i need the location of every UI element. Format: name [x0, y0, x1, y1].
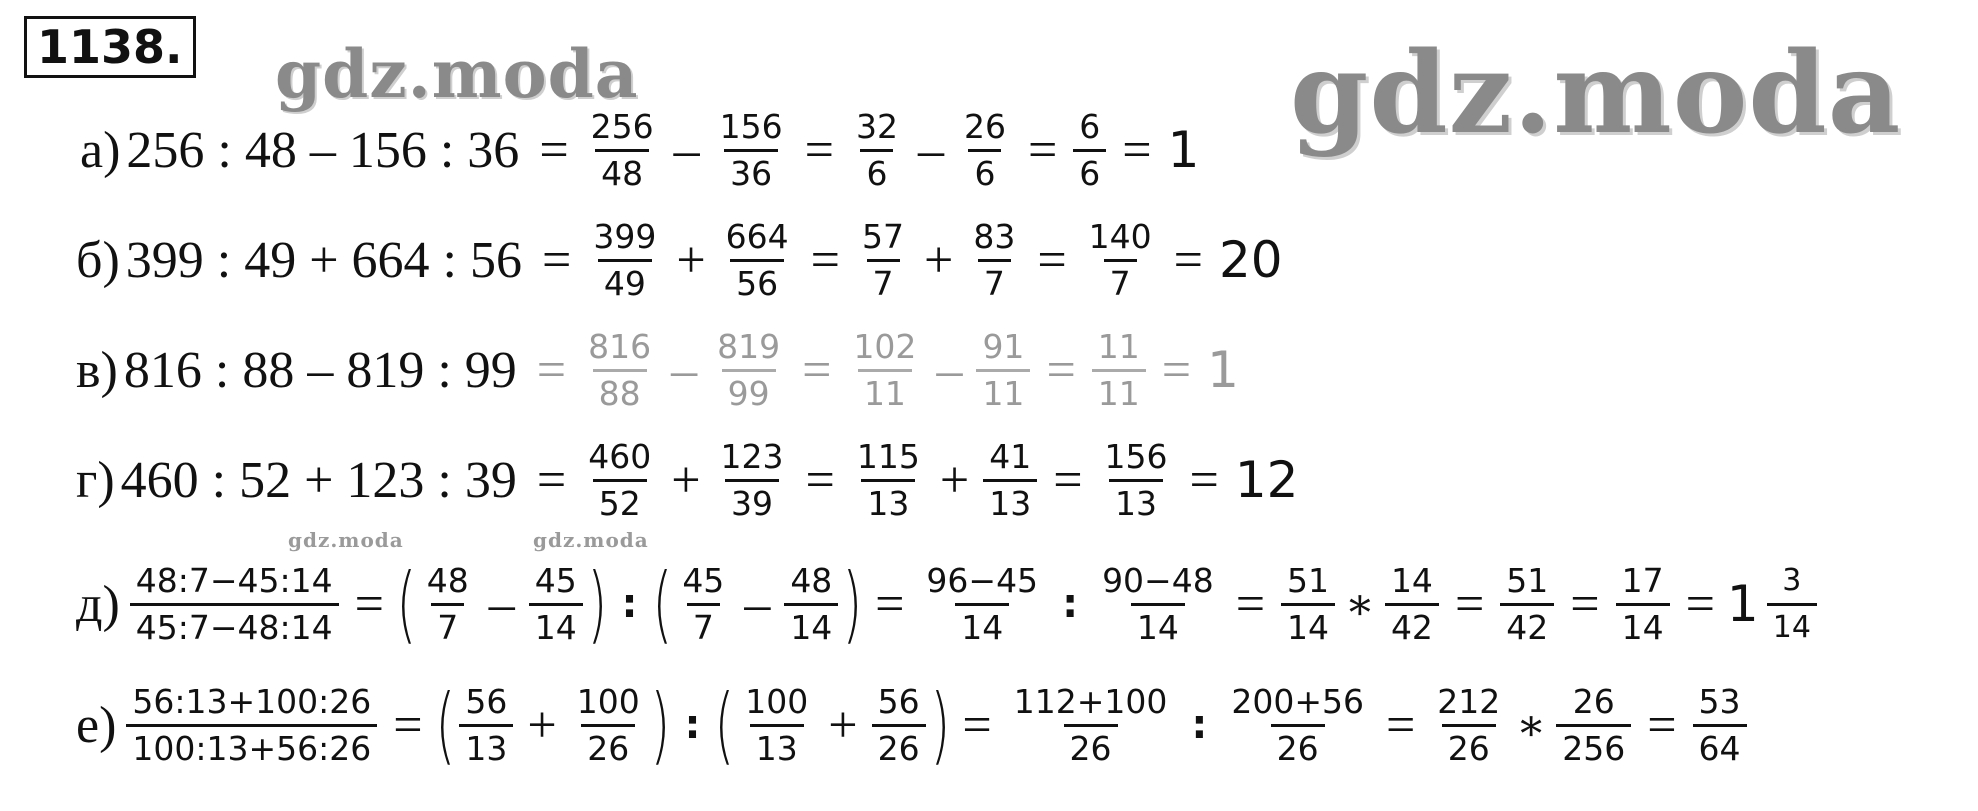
watermark-small: gdz.moda — [533, 528, 649, 552]
equals-sign: = — [1235, 575, 1266, 633]
equals-sign: = — [1685, 575, 1715, 633]
fraction: $\frac{56}{13}$ — [459, 682, 513, 769]
equals-sign: = — [1189, 451, 1219, 509]
row-e — [76, 665, 1751, 785]
equals-sign: = — [1161, 341, 1192, 399]
equals-sign: = — [542, 231, 572, 289]
equals-sign: = — [1570, 575, 1600, 633]
fraction: $\frac{399}{49}$ — [593, 216, 657, 303]
multiply-sign: ∗ — [1345, 579, 1375, 629]
fraction: $\frac{32}{6}$ — [855, 106, 898, 193]
lhs-fraction: $\frac{56:13+100:26}{100:13+56:26}$ — [126, 682, 377, 769]
equals-sign: = — [539, 121, 569, 179]
row-expression: 256 : 48 – 156 : 36 — [126, 121, 520, 179]
fraction: $\frac{26}{6}$ — [963, 106, 1006, 193]
fraction: $\frac{96-45}{14}$ — [926, 560, 1039, 647]
equals-sign: = — [804, 121, 834, 179]
fraction: $\frac{51}{42}$ — [1500, 561, 1554, 648]
divide-sign: : — [1062, 581, 1079, 627]
fraction: $\frac{256}{48}$ — [590, 106, 654, 193]
fraction: $\frac{816}{88}$ — [588, 326, 652, 413]
equals-sign: = — [810, 231, 840, 289]
equals-sign: = — [536, 451, 567, 509]
fraction: $\frac{115}{13}$ — [856, 436, 920, 523]
watermark-small: gdz.moda — [288, 528, 404, 552]
fraction: $\frac{26}{256}$ — [1556, 682, 1631, 769]
row-v — [76, 310, 1239, 430]
equals-sign: = — [1046, 341, 1076, 399]
result: 20 — [1218, 231, 1283, 289]
fraction: $\frac{57}{7}$ — [862, 216, 904, 303]
operator: – — [744, 575, 771, 633]
result: 1 — [1167, 121, 1200, 179]
fraction: $\frac{51}{14}$ — [1281, 561, 1335, 648]
row-label: е) — [76, 696, 117, 754]
fraction: $\frac{56}{26}$ — [872, 682, 926, 769]
operator: – — [936, 341, 963, 399]
fraction: $\frac{140}{7}$ — [1088, 216, 1152, 303]
equals-sign: = — [536, 341, 567, 399]
fraction: $\frac{123}{39}$ — [720, 436, 784, 523]
equals-sign: = — [354, 575, 384, 633]
row-label: а) — [80, 121, 121, 179]
fraction: $\frac{48}{7}$ — [426, 560, 469, 647]
fraction: $\frac{460}{52}$ — [588, 436, 652, 523]
watermark-medium: gdz.moda — [275, 35, 639, 113]
equals-sign: = — [875, 575, 905, 633]
equals-sign: = — [393, 696, 423, 754]
fraction: $\frac{100}{26}$ — [576, 681, 640, 768]
row-expression: 816 : 88 – 819 : 99 — [123, 341, 517, 399]
fraction: $\frac{45}{14}$ — [529, 561, 583, 648]
fraction: $\frac{100}{13}$ — [745, 681, 809, 768]
equals-sign: = — [1053, 451, 1083, 509]
equals-sign: = — [1385, 696, 1416, 754]
multiply-sign: ∗ — [1516, 700, 1547, 750]
equals-sign: = — [1122, 121, 1152, 179]
equals-sign: = — [805, 451, 835, 509]
fraction: $\frac{156}{36}$ — [719, 106, 783, 193]
operator: + — [671, 451, 701, 509]
row-expression: 399 : 49 + 664 : 56 — [125, 231, 523, 289]
fraction: $\frac{91}{11}$ — [976, 327, 1030, 414]
row-expression: 460 : 52 + 123 : 39 — [120, 451, 517, 509]
paren-group: ( $\frac{56}{13}$ + $\frac{100}{26}$ ) — [435, 676, 670, 774]
operator: + — [924, 231, 954, 289]
fraction: $\frac{819}{99}$ — [717, 326, 781, 413]
operator: + — [676, 231, 706, 289]
fraction: $\frac{212}{26}$ — [1437, 681, 1501, 768]
row-b — [76, 200, 1283, 320]
operator: + — [828, 696, 858, 754]
operator: – — [488, 575, 515, 633]
fraction: $\frac{48}{14}$ — [784, 561, 838, 648]
equals-sign: = — [1027, 121, 1058, 179]
paren-group: ( $\frac{45}{7}$ – $\frac{48}{14}$ ) — [652, 555, 863, 653]
fraction: $\frac{112+100}{26}$ — [1013, 681, 1168, 768]
lhs-fraction: $\frac{48:7-45:14}{45:7-48:14}$ — [130, 561, 339, 648]
equals-sign: = — [1173, 231, 1203, 289]
watermark-large: gdz.moda — [1290, 28, 1902, 159]
operator: + — [939, 451, 970, 509]
mixed-number-result: 1 $\frac{3}{14}$ — [1727, 561, 1821, 648]
row-label: д) — [76, 575, 120, 633]
fraction: $\frac{6}{6}$ — [1073, 107, 1106, 194]
equals-sign: = — [1037, 231, 1067, 289]
paren-group: ( $\frac{100}{13}$ + $\frac{56}{26}$ ) — [715, 676, 950, 774]
operator: – — [671, 341, 698, 399]
row-g — [76, 420, 1298, 540]
row-label: в) — [76, 341, 118, 399]
row-label: г) — [76, 451, 115, 509]
operator: – — [917, 121, 944, 179]
equals-sign: = — [962, 696, 992, 754]
operator: – — [673, 121, 700, 179]
fraction: $\frac{11}{11}$ — [1092, 327, 1146, 414]
fraction: $\frac{664}{56}$ — [725, 216, 789, 303]
divide-sign: : — [621, 581, 638, 627]
fraction: $\frac{53}{64}$ — [1693, 682, 1747, 769]
equals-sign: = — [802, 341, 832, 399]
row-a — [80, 90, 1199, 210]
row-label: б) — [76, 231, 120, 289]
row-d — [76, 544, 1821, 664]
fraction: $\frac{45}{7}$ — [682, 560, 725, 647]
fraction: $\frac{14}{42}$ — [1385, 561, 1439, 648]
fraction: $\frac{90-48}{14}$ — [1102, 560, 1214, 647]
result: 12 — [1234, 451, 1299, 509]
divide-sign: : — [1191, 702, 1208, 748]
fraction: $\frac{102}{11}$ — [853, 326, 917, 413]
fraction: $\frac{41}{13}$ — [983, 437, 1037, 524]
divide-sign: : — [684, 702, 701, 748]
fraction: $\frac{17}{14}$ — [1616, 561, 1670, 648]
fraction: $\frac{156}{13}$ — [1104, 436, 1168, 523]
equals-sign: = — [1454, 575, 1485, 633]
paren-group: ( $\frac{48}{7}$ – $\frac{45}{14}$ ) — [396, 555, 607, 653]
fraction: $\frac{83}{7}$ — [973, 216, 1016, 303]
operator: + — [527, 696, 557, 754]
fraction: $\frac{200+56}{26}$ — [1231, 681, 1364, 768]
problem-number: 1138. — [24, 16, 196, 78]
equals-sign: = — [1647, 696, 1677, 754]
result: 1 — [1207, 341, 1239, 399]
